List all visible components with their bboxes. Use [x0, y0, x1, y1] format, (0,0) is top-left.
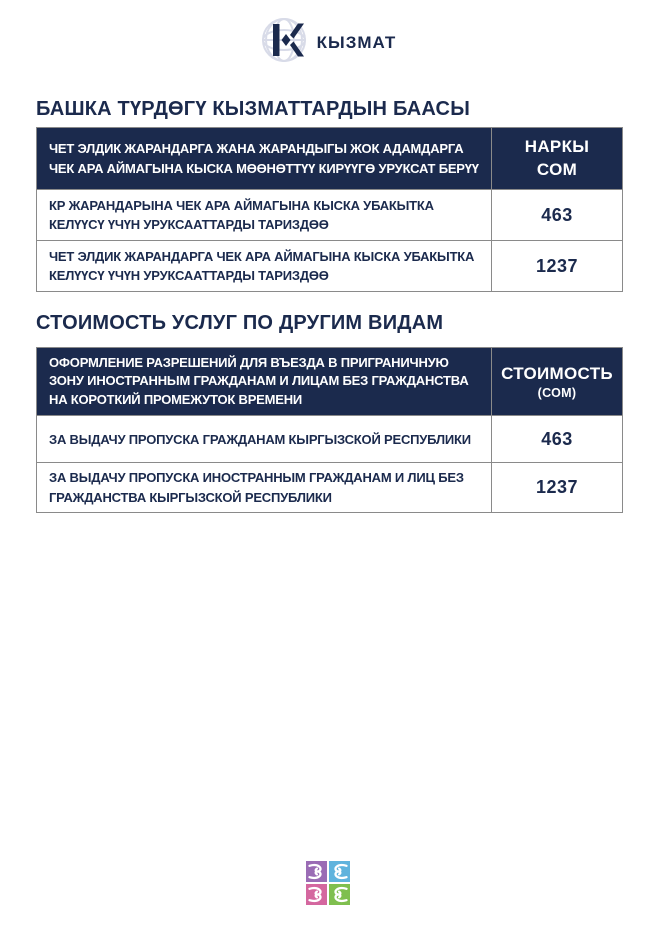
- ornament-tile-pink: [306, 884, 327, 905]
- table-row: [37, 241, 623, 292]
- table-row: [37, 190, 623, 241]
- price-header-line2: (СОМ): [537, 385, 577, 400]
- price-cell: 463: [492, 190, 623, 241]
- brand-name: КЫЗМАТ: [316, 32, 397, 52]
- service-header-cell: ЧЕТ ЭЛДИК ЖАРАНДАРГА ЖАНА ЖАРАНДЫГЫ ЖОК АДАМДАРГА ЧЕК АРА АЙМАГЫНА КЫСКА МӨӨНӨТТҮҮ КИРҮҮГӨ УРУКСАТ БЕРҮҮ: [37, 128, 492, 190]
- price-table-russian: [36, 347, 623, 513]
- price-table-kyrgyz: [36, 127, 623, 292]
- table-row: [37, 416, 623, 463]
- service-cell: ЗА ВЫДАЧУ ПРОПУСКА ИНОСТРАННЫМ ГРАЖДАНАМ И ЛИЦ БЕЗ ГРАЖДАНСТВА КЫРГЫЗСКОЙ РЕСПУБЛИКИ: [37, 463, 492, 513]
- ornament-tile-blue: [329, 861, 350, 882]
- price-header-line1: СТОИМОСТЬ: [501, 363, 613, 383]
- section-2-title: СТОИМОСТЬ УСЛУГ ПО ДРУГИМ ВИДАМ: [36, 312, 444, 334]
- table-row: [37, 463, 623, 513]
- service-cell: ЧЕТ ЭЛДИК ЖАРАНДАРГА ЧЕК АРА АЙМАГЫНА КЫСКА УБАКЫТКА КЕЛҮҮСҮ ҮЧҮН УРУКСААТТАРДЫ ТАРИЗДӨӨ: [37, 241, 492, 292]
- service-cell: КР ЖАРАНДАРЫНА ЧЕК АРА АЙМАГЫНА КЫСКА УБАКЫТКА КЕЛҮҮСҮ ҮЧҮН УРУКСААТТАРДЫ ТАРИЗДӨӨ: [37, 190, 492, 241]
- price-header-line1: НАРКЫ: [524, 137, 590, 157]
- header-logo: [0, 16, 656, 69]
- ornament-tile-purple: [306, 861, 327, 882]
- kyrgyz-ornament-icon: [306, 861, 350, 905]
- ornament-tile-green: [329, 884, 350, 905]
- price-cell: 1237: [492, 463, 623, 513]
- price-cell: 1237: [492, 241, 623, 292]
- section-1-title: БАШКА ТҮРДӨГҮ КЫЗМАТТАРДЫН БААСЫ: [36, 98, 470, 120]
- price-cell: 463: [492, 416, 623, 463]
- price-header-cell: [492, 348, 623, 416]
- price-header-line2: СОМ: [536, 159, 578, 179]
- service-cell: ЗА ВЫДАЧУ ПРОПУСКА ГРАЖДАНАМ КЫРГЫЗСКОЙ РЕСПУБЛИКИ: [37, 416, 492, 463]
- service-header-cell: ОФОРМЛЕНИЕ РАЗРЕШЕНИЙ ДЛЯ ВЪЕЗДА В ПРИГРАНИЧНУЮ ЗОНУ ИНОСТРАННЫМ ГРАЖДАНАМ И ЛИЦАМ БЕЗ ГРАЖДАНСТВА НА КОРОТКИЙ ПРОМЕЖУТОК ВРЕМЕНИ: [37, 348, 492, 416]
- price-header-cell: [492, 128, 623, 190]
- table-header-row: [37, 348, 623, 416]
- table-header-row: [37, 128, 623, 190]
- globe-k-icon: [260, 16, 308, 69]
